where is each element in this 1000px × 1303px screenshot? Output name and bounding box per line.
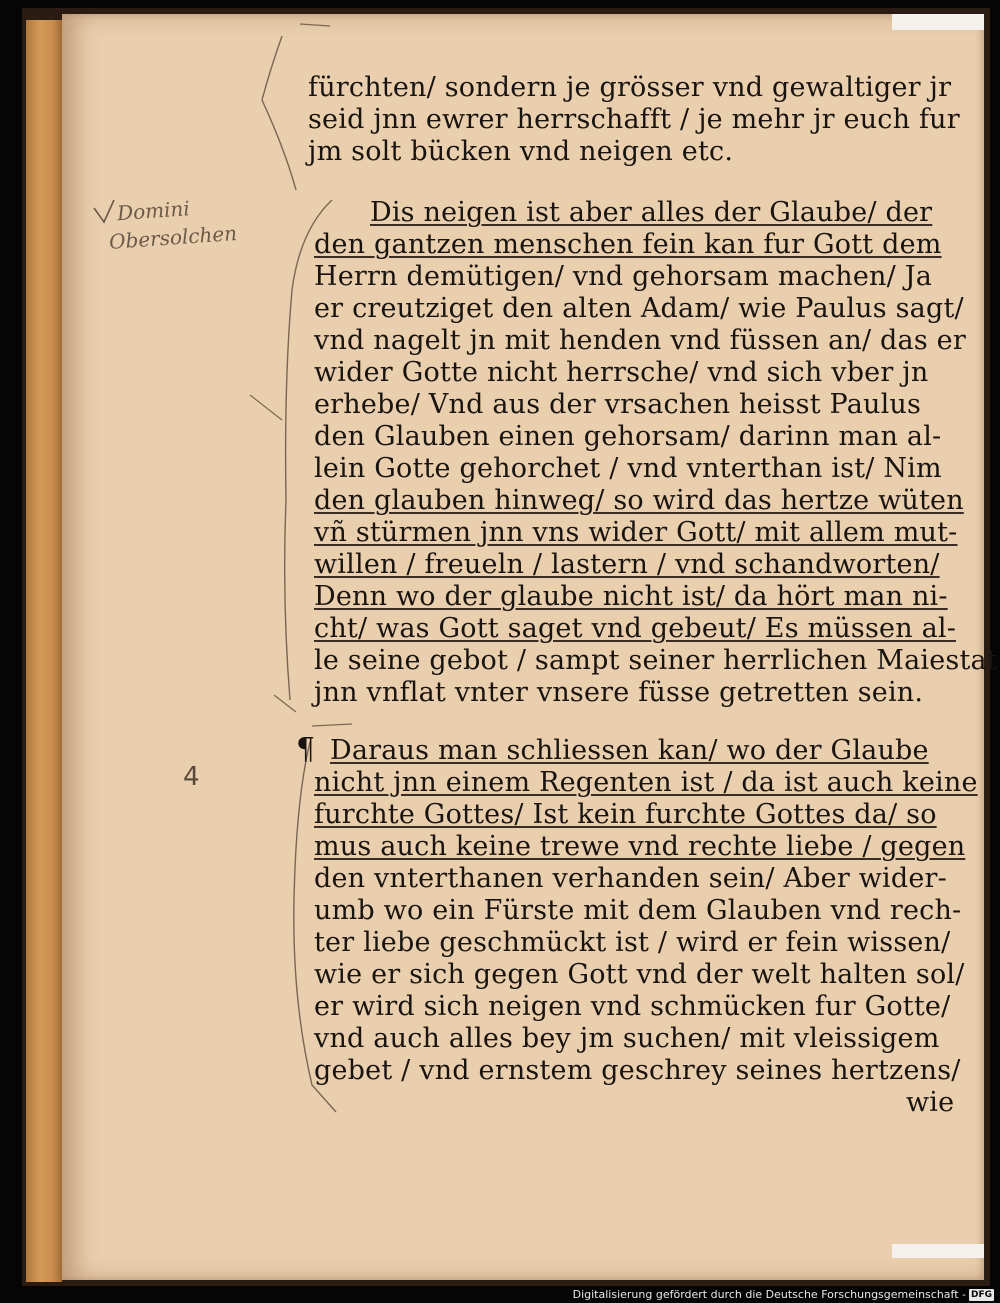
pilcrow-mark: ¶ (296, 732, 316, 767)
text-line: er creutziget den alten Adam/ wie Paulus sagt/ (314, 293, 964, 324)
text-line: den Glauben einen gehorsam/ darinn man al- (314, 421, 942, 452)
text-line: wie er sich gegen Gott vnd der welt halten sol/ (314, 959, 965, 990)
footer-bar (0, 1286, 1000, 1303)
text-line: mus auch keine trewe vnd rechte liebe / gegen (314, 831, 966, 862)
text-line: jm solt bücken vnd neigen etc. (308, 136, 734, 167)
dfg-logo: DFG (970, 1290, 992, 1300)
footer-funding-text: Digitalisierung gefördert durch die Deutsche Forschungsgemeinschaft - (572, 1288, 966, 1301)
catchword: wie (906, 1087, 955, 1118)
marginal-handwritten-note (90, 191, 238, 257)
text-line: cht/ was Gott saget vnd gebeut/ Es müssen al- (314, 613, 957, 644)
text-line: ter liebe geschmückt ist / wird er fein wissen/ (314, 927, 951, 958)
text-line: Dis neigen ist aber alles der Glaube/ der (370, 197, 933, 228)
text-line: umb wo ein Fürste mit dem Glauben vnd rech- (314, 895, 962, 926)
text-line: wider Gotte nicht herrsche/ vnd sich vber jn (314, 357, 929, 388)
book-page-edges (26, 20, 62, 1282)
text-line: nicht jnn einem Regenten ist / da ist auch keine (314, 767, 978, 798)
text-line: seid jnn ewrer herrschafft / je mehr jr euch fur (308, 104, 960, 135)
text-line: vnd nagelt jn mit henden vnd füssen an/ das er (314, 325, 966, 356)
text-line: Herrn demütigen/ vnd gehorsam machen/ Ja (314, 261, 933, 292)
text-line: willen / freueln / lastern / vnd schandworten/ (314, 549, 940, 580)
text-line: jnn vnflat vnter vnsere füsse getretten sein. (314, 677, 924, 708)
text-line: le seine gebot / sampt seiner herrlichen Maiestat (314, 645, 998, 676)
text-line: lein Gotte gehorchet / vnd vnterthan ist/ Nim (314, 453, 942, 484)
text-line: den vnterthanen verhanden sein/ Aber wider- (314, 863, 947, 894)
text-line: gebet / vnd ernstem geschrey seines hertzens/ (314, 1055, 961, 1086)
margin-number: 4 (183, 762, 200, 792)
text-line: den glauben hinweg/ so wird das hertze wüten (314, 485, 964, 516)
marginal-note-line-2: Obersolchen (108, 220, 238, 254)
text-line: Daraus man schliessen kan/ wo der Glaube (330, 735, 929, 766)
page-corner-tabs (892, 14, 984, 30)
text-line: erhebe/ Vnd aus der vrsachen heisst Paulus (314, 389, 922, 420)
text-line: den gantzen menschen fein kan fur Gott dem (314, 229, 942, 260)
text-line: vnd auch alles bey jm suchen/ mit vleissigem (314, 1023, 940, 1054)
marginal-note-line-1: Domini (116, 196, 191, 226)
text-line: er wird sich neigen vnd schmücken fur Gotte/ (314, 991, 951, 1022)
text-line: fürchten/ sondern je grösser vnd gewaltiger jr (308, 72, 952, 103)
text-line: Denn wo der glaube nicht ist/ da hört man ni- (314, 581, 948, 612)
text-line: vñ stürmen jnn vns wider Gott/ mit allem mut- (314, 517, 958, 548)
text-line: furchte Gottes/ Ist kein furchte Gottes da/ so (314, 799, 937, 830)
page-corner-tabs-bottom (892, 1244, 984, 1258)
